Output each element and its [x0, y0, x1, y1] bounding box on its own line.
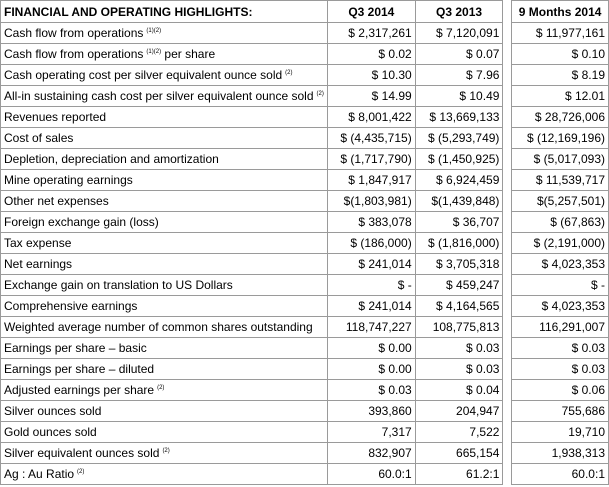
table-row — [1, 464, 609, 485]
value-9-months-2014: $ 11,977,161 — [512, 23, 609, 44]
value-9-months-2014: $ (67,863) — [512, 212, 609, 233]
value-q3-2014: $ 14.99 — [327, 86, 415, 107]
value-9-months-2014: $(5,257,501) — [512, 191, 609, 212]
row-label — [1, 338, 328, 359]
table-row — [1, 317, 609, 338]
value-q3-2013: $ 7,120,091 — [415, 23, 503, 44]
table-row — [1, 128, 609, 149]
value-q3-2014: $ 241,014 — [327, 254, 415, 275]
table-row — [1, 191, 609, 212]
row-label-text: Exchange gain on translation to US Dollars — [4, 278, 233, 292]
table-row — [1, 338, 609, 359]
row-label — [1, 23, 328, 44]
value-q3-2013: $ (1,816,000) — [415, 233, 503, 254]
table-row — [1, 275, 609, 296]
column-gap — [503, 422, 512, 443]
value-9-months-2014: $ - — [512, 275, 609, 296]
column-header-9-months-2014: 9 Months 2014 — [512, 1, 609, 23]
value-q3-2014: $ (186,000) — [327, 233, 415, 254]
value-9-months-2014: $ 4,023,353 — [512, 254, 609, 275]
value-q3-2013: $ 0.03 — [415, 338, 503, 359]
value-9-months-2014: $ 12.01 — [512, 86, 609, 107]
row-label-text: Cost of sales — [4, 131, 74, 145]
value-q3-2014: $ 0.00 — [327, 359, 415, 380]
column-gap — [503, 233, 512, 254]
value-q3-2014: $ - — [327, 275, 415, 296]
column-gap — [503, 44, 512, 65]
footnote-marker: (2) — [157, 385, 165, 391]
value-9-months-2014: 60.0:1 — [512, 464, 609, 485]
value-q3-2014: $ 0.00 — [327, 338, 415, 359]
footnote-marker: (1)(2) — [146, 28, 162, 34]
row-label — [1, 170, 328, 191]
column-gap — [503, 107, 512, 128]
value-q3-2014: $(1,803,981) — [327, 191, 415, 212]
value-9-months-2014: $ 4,023,353 — [512, 296, 609, 317]
column-gap — [503, 317, 512, 338]
column-gap — [503, 338, 512, 359]
table-row — [1, 170, 609, 191]
row-label — [1, 443, 328, 464]
column-gap — [503, 212, 512, 233]
value-q3-2013: $ 7.96 — [415, 65, 503, 86]
value-q3-2014: $ 2,317,261 — [327, 23, 415, 44]
value-q3-2013: $ 0.04 — [415, 380, 503, 401]
value-q3-2014: 7,317 — [327, 422, 415, 443]
value-q3-2013: $ 36,707 — [415, 212, 503, 233]
value-9-months-2014: $ 28,726,006 — [512, 107, 609, 128]
table-row — [1, 296, 609, 317]
row-label — [1, 254, 328, 275]
row-label — [1, 191, 328, 212]
row-label-text: Depletion, depreciation and amortization — [4, 152, 219, 166]
row-label — [1, 359, 328, 380]
row-label — [1, 212, 328, 233]
column-gap — [503, 443, 512, 464]
row-label-text: Gold ounces sold — [4, 425, 97, 439]
footnote-marker: (2) — [316, 91, 324, 97]
value-q3-2013: $ (5,293,749) — [415, 128, 503, 149]
table-row — [1, 443, 609, 464]
value-q3-2013: $ 3,705,318 — [415, 254, 503, 275]
value-q3-2013: $(1,439,848) — [415, 191, 503, 212]
row-label-text: Cash operating cost per silver equivalent ounce sold — [4, 68, 283, 82]
value-9-months-2014: $ (5,017,093) — [512, 149, 609, 170]
table-row — [1, 254, 609, 275]
value-9-months-2014: $ 11,539,717 — [512, 170, 609, 191]
value-q3-2014: $ 10.30 — [327, 65, 415, 86]
column-gap — [503, 149, 512, 170]
value-q3-2013: $ 4,164,565 — [415, 296, 503, 317]
value-q3-2013: $ 13,669,133 — [415, 107, 503, 128]
table-row — [1, 44, 609, 65]
row-label-text: Mine operating earnings — [4, 173, 133, 187]
row-label — [1, 380, 328, 401]
table-row — [1, 212, 609, 233]
row-label — [1, 128, 328, 149]
value-q3-2013: $ 6,924,459 — [415, 170, 503, 191]
column-gap — [503, 380, 512, 401]
footnote-marker: (2) — [77, 469, 85, 475]
row-label — [1, 107, 328, 128]
row-label-text: Weighted average number of common shares outstanding — [4, 320, 313, 334]
value-q3-2014: 118,747,227 — [327, 317, 415, 338]
value-q3-2014: $ 241,014 — [327, 296, 415, 317]
value-q3-2014: $ 0.02 — [327, 44, 415, 65]
row-label — [1, 422, 328, 443]
table-header-row — [1, 1, 609, 23]
table-row — [1, 233, 609, 254]
table-row — [1, 401, 609, 422]
table-row — [1, 359, 609, 380]
row-label — [1, 233, 328, 254]
row-label-text: Adjusted earnings per share — [4, 383, 155, 397]
value-q3-2014: $ (1,717,790) — [327, 149, 415, 170]
column-gap — [503, 464, 512, 485]
footnote-marker: (2) — [285, 70, 293, 76]
column-gap — [503, 359, 512, 380]
column-gap — [503, 23, 512, 44]
value-q3-2014: $ (4,435,715) — [327, 128, 415, 149]
row-label-text: Silver ounces sold — [4, 404, 102, 418]
value-q3-2013: $ 0.03 — [415, 359, 503, 380]
row-label-text: Ag : Au Ratio — [4, 467, 75, 481]
row-label — [1, 401, 328, 422]
value-q3-2014: $ 1,847,917 — [327, 170, 415, 191]
row-label-text: Net earnings — [4, 257, 73, 271]
value-q3-2014: 60.0:1 — [327, 464, 415, 485]
column-gap — [503, 254, 512, 275]
row-label — [1, 317, 328, 338]
footnote-marker: (1)(2) — [146, 49, 162, 55]
table-row — [1, 107, 609, 128]
value-q3-2013: 61.2:1 — [415, 464, 503, 485]
table-row — [1, 65, 609, 86]
row-label-text: All-in sustaining cash cost per silver equivalent ounce sold — [4, 89, 314, 103]
row-label-text: Earnings per share – basic — [4, 341, 147, 355]
value-q3-2014: $ 8,001,422 — [327, 107, 415, 128]
value-q3-2013: $ 10.49 — [415, 86, 503, 107]
table-row — [1, 23, 609, 44]
column-gap — [503, 401, 512, 422]
value-9-months-2014: 755,686 — [512, 401, 609, 422]
row-label-text: Revenues reported — [4, 110, 107, 124]
value-9-months-2014: $ 8.19 — [512, 65, 609, 86]
table-row — [1, 149, 609, 170]
value-q3-2013: $ 0.07 — [415, 44, 503, 65]
column-gap — [503, 170, 512, 191]
value-q3-2013: 108,775,813 — [415, 317, 503, 338]
row-label — [1, 149, 328, 170]
value-9-months-2014: $ (2,191,000) — [512, 233, 609, 254]
column-gap — [503, 191, 512, 212]
value-q3-2013: 7,522 — [415, 422, 503, 443]
value-9-months-2014: $ (12,169,196) — [512, 128, 609, 149]
row-label — [1, 65, 328, 86]
row-label — [1, 275, 328, 296]
value-9-months-2014: $ 0.06 — [512, 380, 609, 401]
value-9-months-2014: $ 0.03 — [512, 338, 609, 359]
table-title: FINANCIAL AND OPERATING HIGHLIGHTS: — [1, 1, 328, 23]
value-9-months-2014: $ 0.10 — [512, 44, 609, 65]
value-q3-2014: 393,860 — [327, 401, 415, 422]
value-q3-2013: $ 459,247 — [415, 275, 503, 296]
value-q3-2013: 204,947 — [415, 401, 503, 422]
row-label-text: Cash flow from operations — [4, 26, 144, 40]
column-gap — [503, 86, 512, 107]
column-header-q3-2014: Q3 2014 — [327, 1, 415, 23]
table-row — [1, 380, 609, 401]
value-q3-2013: 665,154 — [415, 443, 503, 464]
row-label-text: Comprehensive earnings — [4, 299, 138, 313]
value-q3-2013: $ (1,450,925) — [415, 149, 503, 170]
row-label-text: Foreign exchange gain (loss) — [4, 215, 159, 229]
column-header-q3-2013: Q3 2013 — [415, 1, 503, 23]
row-label — [1, 86, 328, 107]
value-q3-2014: $ 383,078 — [327, 212, 415, 233]
row-label — [1, 464, 328, 485]
table-row — [1, 86, 609, 107]
footnote-marker: (2) — [162, 448, 170, 454]
column-gap — [503, 65, 512, 86]
row-label — [1, 44, 328, 65]
row-label — [1, 296, 328, 317]
row-label-text: Tax expense — [4, 236, 72, 250]
value-q3-2014: $ 0.03 — [327, 380, 415, 401]
row-label-text: Cash flow from operations — [4, 47, 144, 61]
column-gap — [503, 296, 512, 317]
value-9-months-2014: $ 0.03 — [512, 359, 609, 380]
row-label-text: Other net expenses — [4, 194, 109, 208]
row-label-suffix: per share — [164, 47, 216, 61]
value-q3-2014: 832,907 — [327, 443, 415, 464]
row-label-text: Silver equivalent ounces sold — [4, 446, 160, 460]
column-gap — [503, 128, 512, 149]
value-9-months-2014: 1,938,313 — [512, 443, 609, 464]
value-9-months-2014: 19,710 — [512, 422, 609, 443]
column-gap — [503, 1, 512, 23]
column-gap — [503, 275, 512, 296]
table-row — [1, 422, 609, 443]
row-label-text: Earnings per share – diluted — [4, 362, 155, 376]
value-9-months-2014: 116,291,007 — [512, 317, 609, 338]
